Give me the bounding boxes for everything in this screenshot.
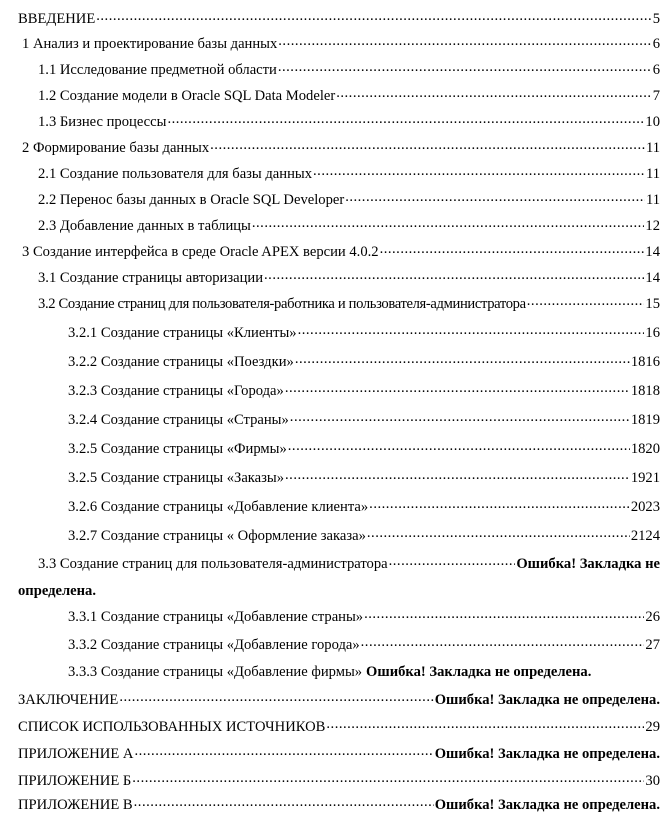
toc-entry-page: 30 <box>645 773 660 789</box>
dot-leader <box>380 238 645 260</box>
dot-leader <box>134 740 433 762</box>
toc-entry-page: 7 <box>652 88 660 104</box>
toc-entry-page: 26 <box>645 609 660 625</box>
toc-entry[interactable] <box>68 496 660 518</box>
dot-leader <box>369 493 630 515</box>
toc-entry-title: ПРИЛОЖЕНИЕ В <box>18 797 133 813</box>
dot-leader <box>361 631 645 653</box>
toc-entry-page: 10 <box>645 114 660 130</box>
dot-leader <box>527 290 645 312</box>
toc-entry-title: 1.1 Исследование предметной области <box>38 62 277 78</box>
toc-entry[interactable] <box>38 59 660 81</box>
toc-entry[interactable] <box>18 689 660 711</box>
dot-leader <box>364 603 644 625</box>
toc-entry-page: 2124 <box>630 528 660 544</box>
toc-entry[interactable] <box>38 111 660 133</box>
dot-leader <box>288 435 630 457</box>
toc-entry[interactable] <box>68 661 660 683</box>
toc-entry[interactable] <box>68 634 660 656</box>
dot-leader <box>252 212 645 234</box>
dot-leader <box>295 348 630 370</box>
toc-entry-page: 6 <box>652 36 660 52</box>
toc-entry[interactable] <box>38 215 660 237</box>
dot-leader <box>264 264 644 286</box>
toc-entry[interactable] <box>68 380 660 402</box>
toc-entry[interactable] <box>22 241 660 263</box>
dot-leader <box>167 108 644 130</box>
toc-entry-title: 3.1 Создание страницы авторизации <box>38 270 264 286</box>
toc-entry-title: 2.1 Создание пользователя для базы данных <box>38 166 313 182</box>
toc-entry-title: 3.2.5 Создание страницы «Заказы» <box>68 470 285 486</box>
toc-entry-title: ПРИЛОЖЕНИЕ Б <box>18 773 132 789</box>
toc-entry-title: ПРИЛОЖЕНИЕ А <box>18 746 134 762</box>
toc-entry[interactable] <box>68 438 660 460</box>
toc-entry[interactable] <box>68 351 660 373</box>
toc-entry-title: 3.2 Создание страниц для пользователя-работника и пользователя-администратора <box>38 296 526 312</box>
dot-leader <box>367 522 630 544</box>
toc-entry[interactable] <box>18 8 660 30</box>
dot-leader <box>134 791 434 813</box>
toc-entry-page: 12 <box>645 218 660 234</box>
toc-entry-title: 2.2 Перенос базы данных в Oracle SQL Developer <box>38 192 345 208</box>
toc-entry-page: 14 <box>645 270 660 286</box>
toc-entry[interactable] <box>38 267 660 289</box>
toc-entry[interactable] <box>38 189 660 211</box>
toc-entry[interactable] <box>38 163 660 185</box>
toc-entry-page: 1816 <box>630 354 660 370</box>
toc-entry-page: Ошибка! Закладка не <box>516 556 660 572</box>
toc-entry-page: Ошибка! Закладка не определена. <box>434 692 660 708</box>
dot-leader <box>345 186 645 208</box>
toc-entry-page: 11 <box>645 192 660 208</box>
toc-entry-title: 1.3 Бизнес процессы <box>38 114 167 130</box>
dot-leader <box>285 464 630 486</box>
toc-entry[interactable] <box>18 716 660 738</box>
toc-entry-page: Ошибка! Закладка не определена. <box>434 746 660 762</box>
toc-entry-page: 11 <box>645 140 660 156</box>
toc-entry[interactable] <box>38 85 660 107</box>
toc-entry[interactable] <box>18 743 660 765</box>
dot-leader <box>96 5 651 27</box>
toc-entry-title: 3.2.7 Создание страницы « Оформление заказа» <box>68 528 366 544</box>
dot-leader <box>285 377 630 399</box>
toc-entry[interactable] <box>18 794 660 816</box>
toc-entry[interactable] <box>18 770 660 792</box>
toc-entry-page: 15 <box>645 296 660 312</box>
dot-leader <box>336 82 651 104</box>
toc-entry-title: СПИСОК ИСПОЛЬЗОВАННЫХ ИСТОЧНИКОВ <box>18 719 326 735</box>
dot-leader <box>290 406 630 428</box>
toc-entry-title: 1.2 Создание модели в Oracle SQL Data Modeler <box>38 88 336 104</box>
toc-entry[interactable] <box>68 606 660 628</box>
toc-entry-title: ЗАКЛЮЧЕНИЕ <box>18 692 119 708</box>
dot-leader <box>389 550 516 572</box>
toc-entry-title: 3.3.1 Создание страницы «Добавление страны» <box>68 609 364 625</box>
toc-entry-title: 3.2.6 Создание страницы «Добавление клиента» <box>68 499 369 515</box>
toc-entry[interactable] <box>22 33 660 55</box>
toc-entry-page: 16 <box>645 325 660 341</box>
toc-entry-page: 1819 <box>630 412 660 428</box>
toc-entry-title: 3.3 Создание страниц для пользователя-администратора <box>38 556 388 572</box>
toc-entry-page: Ошибка! Закладка не определена. <box>366 664 592 680</box>
dot-leader <box>278 30 651 52</box>
toc-entry-page: 6 <box>652 62 660 78</box>
toc-entry-page: 1921 <box>630 470 660 486</box>
toc-entry-title: 3.2.1 Создание страницы «Клиенты» <box>68 325 297 341</box>
dot-leader <box>210 134 645 156</box>
toc-entry-page: 29 <box>645 719 660 735</box>
toc-entry[interactable] <box>38 293 660 315</box>
toc-entry-title: 3 Создание интерфейса в среде Oracle APEX версии 4.0.2 <box>22 244 379 260</box>
toc-entry-title: 1 Анализ и проектирование базы данных <box>22 36 278 52</box>
toc-entry-title: 3.2.3 Создание страницы «Города» <box>68 383 284 399</box>
dot-leader <box>132 767 644 789</box>
toc-entry-page: 14 <box>645 244 660 260</box>
dot-leader <box>278 56 652 78</box>
dot-leader <box>313 160 645 182</box>
toc-entry-page: 1818 <box>630 383 660 399</box>
toc-entry[interactable] <box>68 322 660 344</box>
toc-entry-title: 2 Формирование базы данных <box>22 140 210 156</box>
dot-leader <box>298 319 645 341</box>
toc-entry-title: 2.3 Добавление данных в таблицы <box>38 218 251 234</box>
toc-entry-title: 3.2.5 Создание страницы «Фирмы» <box>68 441 287 457</box>
dot-leader <box>326 713 644 735</box>
toc-entry-page: 1820 <box>630 441 660 457</box>
toc-entry[interactable] <box>68 525 660 547</box>
toc-entry-title: ВВЕДЕНИЕ <box>18 11 96 27</box>
toc-entry[interactable] <box>68 467 660 489</box>
toc-entry-page: 5 <box>652 11 660 27</box>
toc-entry-page: 27 <box>645 637 660 653</box>
toc-entry-page: 11 <box>645 166 660 182</box>
toc-entry-title: 3.3.3 Создание страницы «Добавление фирмы» <box>68 664 363 680</box>
toc-entry[interactable] <box>38 553 660 575</box>
toc-entry-continuation: определена. <box>18 583 96 599</box>
toc-entry-title: 3.3.2 Создание страницы «Добавление города» <box>68 637 360 653</box>
toc-entry-page: 2023 <box>630 499 660 515</box>
toc-entry-title: 3.2.4 Создание страницы «Страны» <box>68 412 289 428</box>
toc-entry-page: Ошибка! Закладка не определена. <box>434 797 660 813</box>
toc-entry[interactable] <box>68 409 660 431</box>
dot-leader <box>119 686 433 708</box>
toc-entry-title: 3.2.2 Создание страницы «Поездки» <box>68 354 294 370</box>
toc-entry[interactable] <box>22 137 660 159</box>
